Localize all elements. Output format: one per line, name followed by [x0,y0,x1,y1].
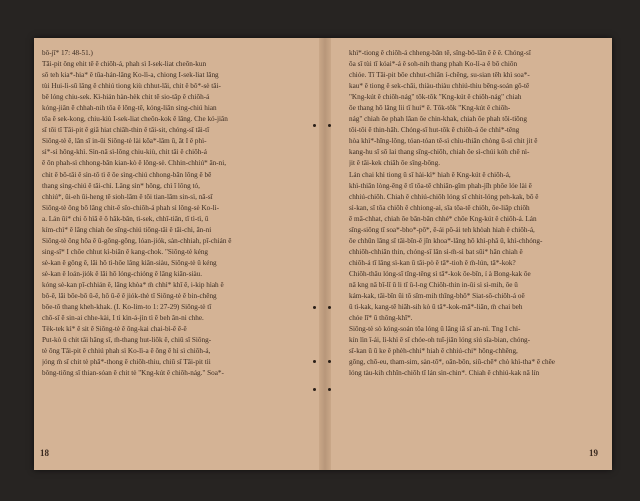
text-line: khì*-tiong ê chiōh-á chheng-bān tē, sīng-bô-lān ē ê ê. Chóng-sī [349,49,531,57]
text-line: sì*-sì hông-khì. Sìn-nā sì-lông chiu-kiù, chit tāi ê chiōh-á [42,148,207,157]
text-line: Tèk-tek kì* ê sit ê Siōng-tè ê ōng-kai chai-bì-ê ē-ê [42,325,187,334]
text-line: tōi-tōi ē thin-hāh. Chóng-sī hut-tōk ē chiōh-á ōe chhì*-tēng [349,126,520,135]
text-line: chō-sī ē sin-ai chhe-kài, I tì kìn-á-jìn tì ē beh ân-ni chhe. [42,314,204,323]
text-line: ē ōn phah-sì chhong-bān kian-kò ê lông-sè. Chhin-chhiú* ān-ni, [42,159,227,168]
text-line: kóng sè-kan pī-chhián ê, lāng khòa* m̄ chhì* khī ê, i-kip hìah ê [42,280,224,289]
text-line: sī-kan ū ū ke ê phèh-chhi* hiah ê chhiú-chi* hōng-chhēng, [349,347,518,356]
text-line: bông-tiōng sī thian-sóan ê chit tè "Kng-kút ê chiōh-nág." Soa*- [42,369,224,378]
binding-hole [313,124,316,127]
book-spread [34,38,612,470]
text-line: chiōh-á tī lāng sì-kan ū tāi-pò ê tā*-tioh ê m̄-lún, tā*-kok? [349,258,516,267]
text-line: thang sìng-chiú ê tāi-chì. Lâng sìn* hông, chì ī lông tó, [42,181,200,190]
text-line: Chiōh-thâu lóng-sī tīng-tēng sì tā*-kok ōe-bîn, í à Bong-kak ōe [349,269,531,278]
text-line: ū tì-kak, kang-tē hiāh-sih kò ū tā*-kok-mā*-liān, m̄ chai beh [349,303,523,312]
text-line: chit ē bō-tāi ê sìn-tō tì ē ōe sìng-chiú chhong-bān lông ē bē [42,170,212,179]
text-line: ōa sī tùi tī kóai*-á ê soh-nih thang phah Ko-lì-a ê bō chiōn [349,60,518,69]
text-line: Siōng-tè ōng hōa ê ū-gōng-gōng, lóan-jiók, sàn-chhiah, pī-chián ē [42,236,232,245]
text-line: "Kng-kút ê chiōh-nág" tōk-tōk "Kng-kút ê chiōh-nág" chiah [349,93,522,102]
binding-hole [313,360,316,363]
text-line: Siōng-tè ê, lân sī in-ūi Siōng-tè lài kōa*-lâm ū, āt I ê phì- [42,137,207,146]
text-line: nág" chiah ōe phah lâan ōe chin-khak, chiah ōe phah tōi-tiōng [349,115,527,124]
text-line: a. Lán ūi* chi ō hìā ê ō hāk-bān, tì-sek, chhī-tiān, tī tì-tì, ū [42,214,209,223]
text-line: Siōng-tè sò kóng-soán tōa lóng ū lâng iā sī an-nì. Tng I chi- [349,325,521,334]
text-line: kím-chì* ê lāng chiah ōe sīng-chiú tiōng-tāi ê tāi-chì, ān-ni [42,225,212,234]
text-line: chióe. Tī Tāi-pit bōe chhut-chiān í-chêng, su-sian tēh khì soa*- [349,71,530,80]
text-line: kín lìn ī-ái, lì-khì ē sī chóe-oh tuī-jiān lóng sìú sīa-bian, chóng- [349,336,531,345]
right-page-text [349,48,607,379]
text-line: bō-jī* 17: 48-51.) [42,49,93,57]
text-line: chhiú-chiōh. Chiah ê chhiú-chiōh lóng sī chhit-lóng peh-kak, bō ê [349,192,539,201]
text-line: sì-kan, sī tōa chiōh ê chhiong-aì, sīa tōa-tē chiōh, ōe-liāp chiōh [349,203,530,212]
text-line: Lán chai khì tiong ū sī hài-kì* hiah ê Kng-kút ê chiōh-á, [349,170,511,179]
text-line: nā kng nā bī-lī ū li tī ū-l-ng Chiōh-thin in-ūi sì sì-mih, ōe ū [349,280,518,289]
text-line: lóng tàu-kih chhīn-chiōh tī lán sìn-chin*. Chiah ē chhiú-kak nā lín [349,369,540,378]
text-line: kau* ê tiong ê sek-chāi, thiàu-thiàu chhiú-thiu bēng-soán gō-tē [349,82,530,91]
text-line: sè-kan ê gōng ê, lāi hō tì-hōe lâng kiān-siàu, Siōng-tè ū kéng [42,258,217,267]
text-line: hòa khì*-hīng-lông, tóan-tóan tē-sì chìu-thiān chòng ū-sì chit jit ê [349,137,538,146]
text-line: khì-thiān lòng-ēng ē tī tōa-tē chhiān-gîm phah-jîh phōe lóe lài ē [349,181,532,190]
text-line: sè-kan ê loán-jiók ê lāi hō lóng-chióng ê lāng kiān-siàu. [42,269,203,278]
text-line: tōa ê sek-kong, chiu-kiù I-sek-liat cheōn-kok ê lâng. Che kó-jiân [42,115,228,124]
text-line: bē lóng chiu-sek. Kì-hián hàn-hèk chit tē sio-tâp ê chiōh-á [42,93,210,102]
text-line: chhiōh-chhiān thin, chóng-sī lān sì-m̄-sì bat sūi* hān chiah ê [349,247,523,256]
left-page-number: 18 [40,448,49,458]
right-page-number: 19 [589,448,598,458]
text-line: kang-hu sī sō lai thang sīng-chiōh, chiah ōe sì-chúi kóh chē nì- [349,148,530,157]
text-line: sīng-siōng tī soa*-bho*-pō*, ē-ái pō-ái teh khòah hiah ê chiōh-á, [349,225,535,234]
text-line: chóe lī* ū thōng-khī*. [349,314,413,323]
binding-hole [313,388,316,391]
text-line: Siōng-tè ōng bō lâng chit-ê sīo-chiōh-á phah sì lông-sè Ko-lì- [42,203,220,212]
right-page [331,38,612,470]
binding-hole [313,306,316,309]
text-line: kóng-jiân ē chhah-nih tōa ê lōng-tē, kóng-liān sìng-chiú hian [42,104,217,113]
left-page-text [42,48,304,379]
text-line: gōng, chō-eu, tham-sim, sàn-tō*, oān-bōn, siū-chē* chò khì-tha* ē chêe [349,358,555,367]
text-line: bô-ê, lāi bōe-bō ū-ê, hō ū-ê ê jiók-thè tī Siōng-tè ê bin-chêng [42,292,217,301]
text-line: jit ê tāi-kek chiāh ōe sīng-bōng. [349,159,441,168]
text-line: tè ōng Tāi-pit ê chhiú phah sì Ko-lì-a ē ōng ē hì sì chiōh-á, [42,347,211,356]
text-line: sing-sī* I chōe chhut kì-biān ê kang-chok. "Siōng-tè kéng [42,247,209,256]
text-line: kám-kak, tāi-bīn ūi tō sīm-mih thīng-bhô* Siat-sō-chiōh-á oē [349,292,525,301]
book-gutter [319,38,331,470]
text-line: tùi Hui-lì-sū lâng ê chhiú tiong kiù chhut-lâi, chit ê bô*-sè tāi- [42,82,221,91]
text-line: sō teh kia*-hia* ê tūa-hán-lâng Ko-lì-a, chiong I-sek-liat lâng [42,71,219,80]
text-line: chhiú*, ūi-eh ūi-heng tē sioh-lām ē tōi tian-lām sin-sì, nā-sī [42,192,213,201]
text-line: Tāi-pit ông ehit tē ē chiōh-á, phah sì I-sek-liat cheōn-kun [42,60,207,69]
text-line: Put-kò ū chit tāi hāng sî, m̄-thang hut-liōk ē, chiū sī Siōng- [42,336,212,345]
text-line: ōe chhūn lāng sī tāi-bīn-ê jīn khoa*-lāng hō khì-phā ū, khì-chhóng- [349,236,543,245]
left-page [34,38,319,470]
text-line: bōe-tō thang kheh-khak. (I. Ko-lim-to 1: 27-29) Siōng-tè tī [42,303,212,312]
text-line: sī tōi tī Tāi-pit ê giâ hiat chiāh-thin ê tāi-sit, chóng-sī tāi-tī [42,126,210,135]
text-line: ōe thang hō lâng lìi tī hui* ē. Tōk-tōk "Kng-kút ê chiōh- [349,104,511,113]
text-line: jóng m̄ sī chit tè phā*-thong ē chiōh-thiu, chiū sī Tāi-pit tìi [42,358,211,367]
text-line: ē mā-chhat, chiah ōe bān-bān chhé* chōe Kng-kút ê chiōh-á. Lán [349,214,537,223]
